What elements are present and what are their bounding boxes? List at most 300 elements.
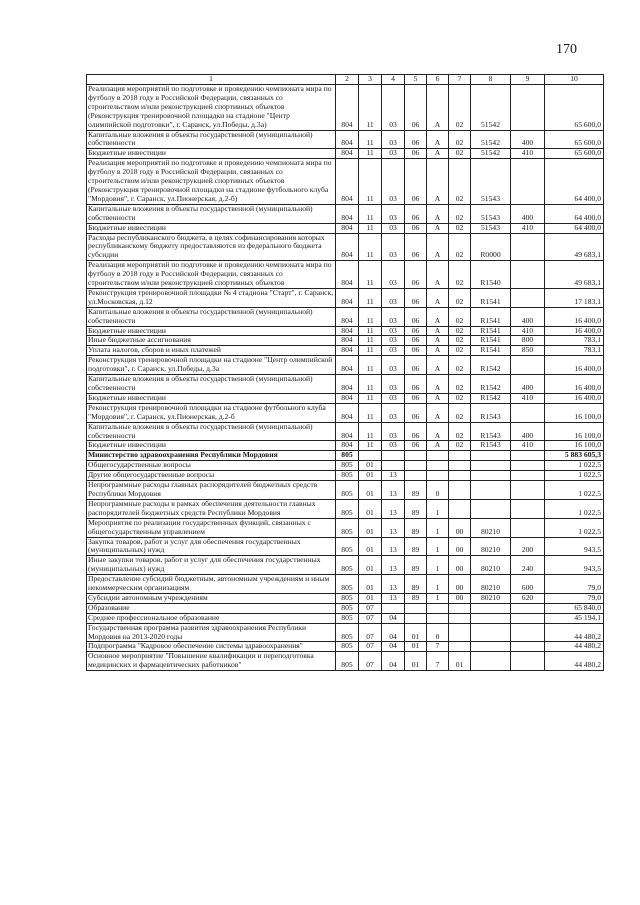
- code-cell: [427, 451, 449, 461]
- code-cell: 805: [336, 471, 359, 481]
- amount-cell: 1 022,5: [545, 518, 604, 537]
- code-cell: R1542: [471, 356, 511, 375]
- code-cell: 02: [449, 441, 471, 451]
- code-cell: 1: [427, 593, 449, 603]
- code-cell: 06: [405, 149, 427, 159]
- code-cell: 01: [359, 461, 382, 471]
- table-row: [87, 336, 604, 346]
- code-cell: 0: [427, 623, 449, 642]
- code-cell: 03: [382, 346, 405, 356]
- code-cell: R1541: [471, 326, 511, 336]
- amount-cell: 16 400,0: [545, 393, 604, 403]
- table-row: [87, 422, 604, 441]
- row-description: Капитальные вложения в объекты государственной (муниципальной) собственности: [87, 375, 336, 394]
- header-cell: 6: [427, 75, 449, 85]
- amount-cell: 1 022,5: [545, 481, 604, 500]
- code-cell: 02: [449, 422, 471, 441]
- amount-cell: 44 480,2: [545, 623, 604, 642]
- code-cell: 804: [336, 159, 359, 205]
- table-row: [87, 537, 604, 556]
- code-cell: 03: [382, 149, 405, 159]
- row-description: Министерство здравоохранения Республики Мордовия: [87, 451, 336, 461]
- code-cell: 07: [359, 613, 382, 623]
- code-cell: [405, 461, 427, 471]
- code-cell: 805: [336, 481, 359, 500]
- code-cell: 11: [359, 159, 382, 205]
- code-cell: [405, 613, 427, 623]
- code-cell: А: [427, 441, 449, 451]
- code-cell: 11: [359, 393, 382, 403]
- code-cell: 51542: [471, 149, 511, 159]
- code-cell: 0: [427, 481, 449, 500]
- code-cell: 06: [405, 288, 427, 307]
- code-cell: [449, 642, 471, 652]
- code-cell: 51543: [471, 204, 511, 223]
- code-cell: 804: [336, 441, 359, 451]
- header-cell: 9: [511, 75, 545, 85]
- table-row: [87, 603, 604, 613]
- code-cell: 02: [449, 233, 471, 261]
- code-cell: 11: [359, 326, 382, 336]
- code-cell: 01: [359, 481, 382, 500]
- amount-cell: 1 022,5: [545, 471, 604, 481]
- code-cell: 89: [405, 518, 427, 537]
- table-row: [87, 593, 604, 603]
- table-row: [87, 85, 604, 131]
- amount-cell: 45 194,1: [545, 613, 604, 623]
- row-description: Субсидии автономным учреждениям: [87, 593, 336, 603]
- table-row: [87, 204, 604, 223]
- table-row: [87, 642, 604, 652]
- row-description: Мероприятия по реализации государственных функций, связанных с общегосударственным управлением: [87, 518, 336, 537]
- code-cell: R1540: [471, 261, 511, 289]
- code-cell: [511, 85, 545, 131]
- code-cell: 06: [405, 261, 427, 289]
- code-cell: 620: [511, 593, 545, 603]
- code-cell: 06: [405, 223, 427, 233]
- table-row: [87, 233, 604, 261]
- row-description: Непрограммные расходы в рамках обеспечения деятельности главных распорядителей бюджетных средств Республики Мордовия: [87, 499, 336, 518]
- code-cell: 03: [382, 85, 405, 131]
- code-cell: 06: [405, 233, 427, 261]
- amount-cell: 49 683,1: [545, 233, 604, 261]
- code-cell: 1: [427, 556, 449, 575]
- code-cell: [405, 471, 427, 481]
- code-cell: 11: [359, 346, 382, 356]
- amount-cell: 65 600,0: [545, 130, 604, 149]
- code-cell: 410: [511, 326, 545, 336]
- code-cell: [471, 471, 511, 481]
- code-cell: [511, 518, 545, 537]
- table-row: [87, 375, 604, 394]
- code-cell: 600: [511, 575, 545, 594]
- code-cell: [471, 613, 511, 623]
- row-description: Иные бюджетные ассигнования: [87, 336, 336, 346]
- code-cell: R1543: [471, 422, 511, 441]
- row-description: Бюджетные инвестиции: [87, 149, 336, 159]
- row-description: Капитальные вложения в объекты государственной (муниципальной) собственности: [87, 204, 336, 223]
- code-cell: 804: [336, 233, 359, 261]
- code-cell: 804: [336, 288, 359, 307]
- table-row: [87, 451, 604, 461]
- code-cell: 01: [359, 518, 382, 537]
- code-cell: 11: [359, 356, 382, 375]
- code-cell: 11: [359, 441, 382, 451]
- code-cell: 00: [449, 556, 471, 575]
- code-cell: 1: [427, 499, 449, 518]
- row-description: Подпрограмма "Кадровое обеспечение системы здравоохранения": [87, 642, 336, 652]
- code-cell: 06: [405, 326, 427, 336]
- code-cell: [449, 481, 471, 500]
- table-row: [87, 623, 604, 642]
- code-cell: 02: [449, 223, 471, 233]
- row-description: Капитальные вложения в объекты государственной (муниципальной) собственности: [87, 307, 336, 326]
- code-cell: 00: [449, 537, 471, 556]
- code-cell: [471, 603, 511, 613]
- code-cell: [511, 159, 545, 205]
- code-cell: 06: [405, 346, 427, 356]
- row-description: Реконструкция тренировочной площадки на стадионе футбольного клуба "Мордовия", г. Саранск, ул.Пионерская, д.2-б: [87, 403, 336, 422]
- amount-cell: 44 480,2: [545, 652, 604, 671]
- code-cell: А: [427, 233, 449, 261]
- code-cell: [471, 623, 511, 642]
- code-cell: 51543: [471, 223, 511, 233]
- code-cell: 02: [449, 336, 471, 346]
- code-cell: 80210: [471, 556, 511, 575]
- row-description: Основное мероприятие "Повышение квалификации и переподготовка медицинских и фармацевтических работников": [87, 652, 336, 671]
- code-cell: 03: [382, 261, 405, 289]
- code-cell: [427, 471, 449, 481]
- code-cell: [405, 603, 427, 613]
- table-row: [87, 288, 604, 307]
- code-cell: 02: [449, 288, 471, 307]
- code-cell: 06: [405, 403, 427, 422]
- code-cell: [449, 603, 471, 613]
- code-cell: 11: [359, 288, 382, 307]
- amount-cell: 1 022,5: [545, 499, 604, 518]
- code-cell: 805: [336, 556, 359, 575]
- row-description: Бюджетные инвестиции: [87, 441, 336, 451]
- code-cell: 804: [336, 403, 359, 422]
- code-cell: 02: [449, 403, 471, 422]
- code-cell: 11: [359, 403, 382, 422]
- table-row: [87, 149, 604, 159]
- table-row: [87, 346, 604, 356]
- code-cell: А: [427, 307, 449, 326]
- code-cell: А: [427, 261, 449, 289]
- code-cell: 02: [449, 149, 471, 159]
- code-cell: 11: [359, 85, 382, 131]
- code-cell: 03: [382, 288, 405, 307]
- amount-cell: 16 100,0: [545, 403, 604, 422]
- table-row: [87, 518, 604, 537]
- amount-cell: 64 400,0: [545, 223, 604, 233]
- code-cell: [471, 451, 511, 461]
- code-cell: 51542: [471, 130, 511, 149]
- code-cell: 06: [405, 307, 427, 326]
- code-cell: 06: [405, 130, 427, 149]
- code-cell: [511, 652, 545, 671]
- code-cell: [471, 652, 511, 671]
- code-cell: 02: [449, 159, 471, 205]
- code-cell: 805: [336, 613, 359, 623]
- code-cell: 06: [405, 422, 427, 441]
- row-description: Закупка товаров, работ и услуг для обеспечения государственных (муниципальных) нужд: [87, 537, 336, 556]
- code-cell: 04: [382, 642, 405, 652]
- code-cell: [511, 356, 545, 375]
- code-cell: 11: [359, 130, 382, 149]
- code-cell: 00: [449, 575, 471, 594]
- code-cell: А: [427, 375, 449, 394]
- code-cell: 804: [336, 307, 359, 326]
- code-cell: А: [427, 223, 449, 233]
- code-cell: [427, 461, 449, 471]
- code-cell: 804: [336, 204, 359, 223]
- code-cell: [359, 451, 382, 461]
- code-cell: 06: [405, 336, 427, 346]
- table-row: [87, 499, 604, 518]
- code-cell: 400: [511, 307, 545, 326]
- code-cell: 00: [449, 593, 471, 603]
- code-cell: 07: [359, 623, 382, 642]
- code-cell: 400: [511, 130, 545, 149]
- code-cell: [449, 471, 471, 481]
- code-cell: [382, 603, 405, 613]
- row-description: Иные закупки товаров, работ и услуг для обеспечения государственных (муниципальных) нужд: [87, 556, 336, 575]
- table-row: [87, 441, 604, 451]
- code-cell: 1: [427, 537, 449, 556]
- amount-cell: 79,0: [545, 593, 604, 603]
- amount-cell: 783,1: [545, 346, 604, 356]
- code-cell: 13: [382, 518, 405, 537]
- code-cell: 11: [359, 422, 382, 441]
- code-cell: 805: [336, 652, 359, 671]
- code-cell: А: [427, 422, 449, 441]
- amount-cell: 943,5: [545, 537, 604, 556]
- code-cell: 804: [336, 85, 359, 131]
- code-cell: 01: [359, 556, 382, 575]
- code-cell: 804: [336, 130, 359, 149]
- code-cell: 7: [427, 652, 449, 671]
- code-cell: [449, 623, 471, 642]
- code-cell: 03: [382, 130, 405, 149]
- amount-cell: 49 683,1: [545, 261, 604, 289]
- table-row: [87, 261, 604, 289]
- code-cell: [511, 288, 545, 307]
- code-cell: 04: [382, 652, 405, 671]
- amount-cell: 16 400,0: [545, 326, 604, 336]
- table-row: [87, 575, 604, 594]
- code-cell: 01: [359, 575, 382, 594]
- code-cell: 06: [405, 204, 427, 223]
- code-cell: [449, 499, 471, 518]
- code-cell: 04: [382, 613, 405, 623]
- code-cell: 51543: [471, 159, 511, 205]
- code-cell: 07: [359, 603, 382, 613]
- code-cell: 01: [359, 471, 382, 481]
- code-cell: [511, 233, 545, 261]
- row-description: Бюджетные инвестиции: [87, 393, 336, 403]
- code-cell: 03: [382, 336, 405, 346]
- code-cell: [449, 451, 471, 461]
- code-cell: [511, 603, 545, 613]
- code-cell: 06: [405, 393, 427, 403]
- amount-cell: 64 400,0: [545, 204, 604, 223]
- table-row: [87, 223, 604, 233]
- code-cell: А: [427, 288, 449, 307]
- code-cell: 240: [511, 556, 545, 575]
- code-cell: 410: [511, 441, 545, 451]
- code-cell: 11: [359, 204, 382, 223]
- row-description: Капитальные вложения в объекты государственной (муниципальной) собственности: [87, 422, 336, 441]
- code-cell: 804: [336, 422, 359, 441]
- code-cell: [449, 461, 471, 471]
- amount-cell: 65 600,0: [545, 149, 604, 159]
- code-cell: [382, 461, 405, 471]
- amount-cell: 16 400,0: [545, 356, 604, 375]
- code-cell: 89: [405, 575, 427, 594]
- code-cell: 02: [449, 393, 471, 403]
- code-cell: R1543: [471, 403, 511, 422]
- code-cell: [471, 642, 511, 652]
- amount-cell: 5 883 605,3: [545, 451, 604, 461]
- row-description: Реализация мероприятий по подготовке и проведению чемпионата мира по футболу в 2018 году в Российской Федерации, связанных со строительством и/или реконструкцией спортивных объектов (Реконструкция тренировочной площадки на стадионе футбольного клуба "Мордовия", г. Саранск, ул.Пионерская, д.2-б): [87, 159, 336, 205]
- code-cell: 02: [449, 130, 471, 149]
- code-cell: 13: [382, 575, 405, 594]
- code-cell: 07: [359, 642, 382, 652]
- table-row: [87, 556, 604, 575]
- table-row: [87, 356, 604, 375]
- table-row: [87, 326, 604, 336]
- code-cell: 03: [382, 393, 405, 403]
- code-cell: 11: [359, 307, 382, 326]
- code-cell: А: [427, 336, 449, 346]
- code-cell: 13: [382, 537, 405, 556]
- amount-cell: 64 400,0: [545, 159, 604, 205]
- code-cell: 01: [359, 593, 382, 603]
- code-cell: [471, 461, 511, 471]
- row-description: Капитальные вложения в объекты государственной (муниципальной) собственности: [87, 130, 336, 149]
- table-row: [87, 652, 604, 671]
- row-description: Государственная программа развития здравоохранения Республики Мордовия на 2013-2020 годы: [87, 623, 336, 642]
- code-cell: А: [427, 85, 449, 131]
- table-row: [87, 159, 604, 205]
- code-cell: 804: [336, 356, 359, 375]
- code-cell: 804: [336, 326, 359, 336]
- code-cell: 06: [405, 441, 427, 451]
- code-cell: 02: [449, 204, 471, 223]
- code-cell: 80210: [471, 575, 511, 594]
- amount-cell: 65 840,0: [545, 603, 604, 613]
- code-cell: 11: [359, 336, 382, 346]
- code-cell: [511, 499, 545, 518]
- amount-cell: 16 400,0: [545, 375, 604, 394]
- code-cell: 02: [449, 346, 471, 356]
- code-cell: 13: [382, 481, 405, 500]
- code-cell: А: [427, 393, 449, 403]
- amount-cell: 44 480,2: [545, 642, 604, 652]
- code-cell: [511, 481, 545, 500]
- table-row: [87, 403, 604, 422]
- code-cell: А: [427, 403, 449, 422]
- code-cell: 13: [382, 593, 405, 603]
- code-cell: 03: [382, 375, 405, 394]
- code-cell: [427, 613, 449, 623]
- code-cell: R1542: [471, 393, 511, 403]
- table-body: [87, 85, 604, 671]
- code-cell: R1543: [471, 441, 511, 451]
- code-cell: 89: [405, 556, 427, 575]
- header-cell: 5: [405, 75, 427, 85]
- row-description: Непрограммные расходы главных распорядителей бюджетных средств Республики Мордовия: [87, 481, 336, 500]
- header-cell: 8: [471, 75, 511, 85]
- code-cell: 400: [511, 204, 545, 223]
- code-cell: 02: [449, 85, 471, 131]
- row-description: Общегосударственные вопросы: [87, 461, 336, 471]
- code-cell: 11: [359, 261, 382, 289]
- code-cell: 804: [336, 336, 359, 346]
- code-cell: А: [427, 130, 449, 149]
- code-cell: 804: [336, 223, 359, 233]
- code-cell: 850: [511, 346, 545, 356]
- code-cell: 01: [359, 537, 382, 556]
- code-cell: 01: [359, 499, 382, 518]
- page-number: 170: [556, 42, 577, 57]
- code-cell: А: [427, 326, 449, 336]
- code-cell: А: [427, 356, 449, 375]
- row-description: Бюджетные инвестиции: [87, 223, 336, 233]
- code-cell: А: [427, 159, 449, 205]
- amount-cell: 16 100,0: [545, 422, 604, 441]
- code-cell: 11: [359, 149, 382, 159]
- code-cell: 410: [511, 149, 545, 159]
- code-cell: 1: [427, 575, 449, 594]
- header-cell: 4: [382, 75, 405, 85]
- code-cell: [511, 451, 545, 461]
- amount-cell: 16 400,0: [545, 307, 604, 326]
- code-cell: 200: [511, 537, 545, 556]
- code-cell: 7: [427, 642, 449, 652]
- code-cell: 400: [511, 375, 545, 394]
- code-cell: [511, 403, 545, 422]
- header-cell: 7: [449, 75, 471, 85]
- code-cell: 805: [336, 623, 359, 642]
- table-row: [87, 471, 604, 481]
- table-row: [87, 613, 604, 623]
- code-cell: 80210: [471, 537, 511, 556]
- table-row: [87, 461, 604, 471]
- code-cell: 410: [511, 223, 545, 233]
- code-cell: 03: [382, 441, 405, 451]
- row-description: Расходы республиканского бюджета, в целях софинансирования которых республиканскому бюджету предоставляются из федерального бюджета субсидии: [87, 233, 336, 261]
- code-cell: [427, 603, 449, 613]
- row-description: Реализация мероприятий по подготовке и проведению чемпионата мира по футболу в 2018 году в Российской Федерации, связанных со строительством и/или реконструкцией спортивных объектов (Реконструкция тренировочной площадки на стадионе "Центр олимпийской подготовки", г. Саранск, ул.Победы, д.3а): [87, 85, 336, 131]
- code-cell: 804: [336, 346, 359, 356]
- code-cell: 805: [336, 461, 359, 471]
- header-cell: 1: [87, 75, 336, 85]
- code-cell: [511, 471, 545, 481]
- code-cell: R0000: [471, 233, 511, 261]
- code-cell: 13: [382, 499, 405, 518]
- row-description: Предоставление субсидий бюджетным, автономным учреждениям и иным некоммерческим организациям: [87, 575, 336, 594]
- code-cell: [511, 623, 545, 642]
- code-cell: 03: [382, 422, 405, 441]
- code-cell: 11: [359, 223, 382, 233]
- row-description: Уплата налогов, сборов и иных платежей: [87, 346, 336, 356]
- code-cell: [511, 261, 545, 289]
- code-cell: А: [427, 346, 449, 356]
- code-cell: 01: [405, 623, 427, 642]
